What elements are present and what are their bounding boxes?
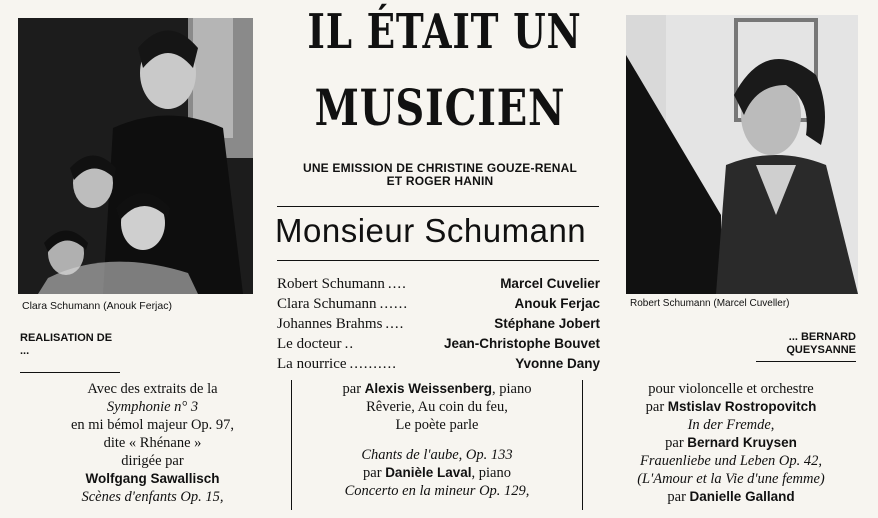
cast-list xyxy=(277,274,600,374)
cast-actor: Anouk Ferjac xyxy=(514,296,600,311)
text-line: par Danièle Laval, piano xyxy=(363,465,511,481)
work-title: In der Fremde, xyxy=(687,417,775,433)
column-divider xyxy=(582,380,583,510)
cast-row xyxy=(277,274,600,294)
cast-dots: ...... xyxy=(379,296,409,312)
text-line: dite « Rhénane » xyxy=(103,435,202,451)
photo-caption-right: Robert Schumann (Marcel Cuveller) xyxy=(630,298,790,309)
performer-name: Alexis Weissenberg xyxy=(364,381,492,396)
work-title: Frauenliebe und Leben Op. 42, xyxy=(639,453,823,469)
cast-row xyxy=(277,294,600,314)
byline-line-1: UNE EMISSION DE CHRISTINE GOUZE-RENAL xyxy=(302,161,578,175)
cast-actor: Yvonne Dany xyxy=(515,356,600,371)
cast-role: Le docteur xyxy=(277,336,342,352)
byline-line-2: ET ROGER HANIN xyxy=(386,174,494,188)
cast-row xyxy=(277,314,600,334)
text-line: pour violoncelle et orchestre xyxy=(648,381,814,397)
divider-rule xyxy=(277,260,599,261)
director-credit-label: REALISATION DE ... xyxy=(20,332,120,373)
cast-actor: Stéphane Jobert xyxy=(494,316,600,331)
text-column-2 xyxy=(298,380,576,500)
work-title: Chants de l'aube, Op. 133 xyxy=(361,447,513,463)
director-credit-name: ... BERNARD QUEYSANNE xyxy=(756,331,856,362)
cast-role: Clara Schumann xyxy=(277,296,377,312)
photo-caption-left: Clara Schumann (Anouk Ferjac) xyxy=(22,300,172,312)
text-line: Avec des extraits de la xyxy=(87,381,218,397)
title-line-1: IL ÉTAIT UN xyxy=(307,4,582,60)
cast-dots: .......... xyxy=(349,356,398,372)
cast-row xyxy=(277,334,600,354)
work-title: Scènes d'enfants Op. 15, xyxy=(81,489,224,505)
performer-name: Danièle Laval xyxy=(385,465,472,480)
column-divider xyxy=(291,380,292,510)
cast-actor: Marcel Cuvelier xyxy=(500,276,600,291)
text-line: par Bernard Kruysen xyxy=(665,435,797,451)
text-line: en mi bémol majeur Op. 97, xyxy=(70,417,235,433)
title-line-2: MUSICIEN xyxy=(314,78,566,137)
cast-dots: .... xyxy=(385,316,405,332)
cast-role: La nourrice xyxy=(277,356,347,372)
episode-title: Monsieur Schumann xyxy=(275,212,587,249)
performer-name: Wolfgang Sawallisch xyxy=(85,471,220,486)
text-line: par Alexis Weissenberg, piano xyxy=(342,381,532,397)
text-line: Le poète parle xyxy=(395,417,479,433)
cast-actor: Jean-Christophe Bouvet xyxy=(443,336,600,351)
text-line: par Mstislav Rostropovitch xyxy=(645,399,817,415)
work-title: Concerto en la mineur Op. 129, xyxy=(344,483,530,499)
photo-robert-schumann xyxy=(626,15,858,294)
work-title: Symphonie n° 3 xyxy=(106,399,199,415)
text-line: Rêverie, Au coin du feu, xyxy=(366,399,508,415)
cast-dots: .... xyxy=(387,276,407,292)
text-line: dirigée par xyxy=(121,453,184,469)
text-line: par Danielle Galland xyxy=(667,489,795,505)
cast-row xyxy=(277,354,600,374)
divider-rule xyxy=(277,206,599,207)
work-title: (L'Amour et la Vie d'une femme) xyxy=(637,471,825,487)
cast-role: Johannes Brahms xyxy=(277,316,383,332)
text-column-3 xyxy=(590,380,872,506)
cast-dots: .. xyxy=(344,336,355,352)
performer-name: Bernard Kruysen xyxy=(687,435,797,450)
photo-clara-schumann xyxy=(18,18,253,294)
performer-name: Danielle Galland xyxy=(689,489,795,504)
performer-name: Mstislav Rostropovitch xyxy=(667,399,817,414)
cast-role: Robert Schumann xyxy=(277,276,385,292)
text-column-1 xyxy=(20,380,285,506)
